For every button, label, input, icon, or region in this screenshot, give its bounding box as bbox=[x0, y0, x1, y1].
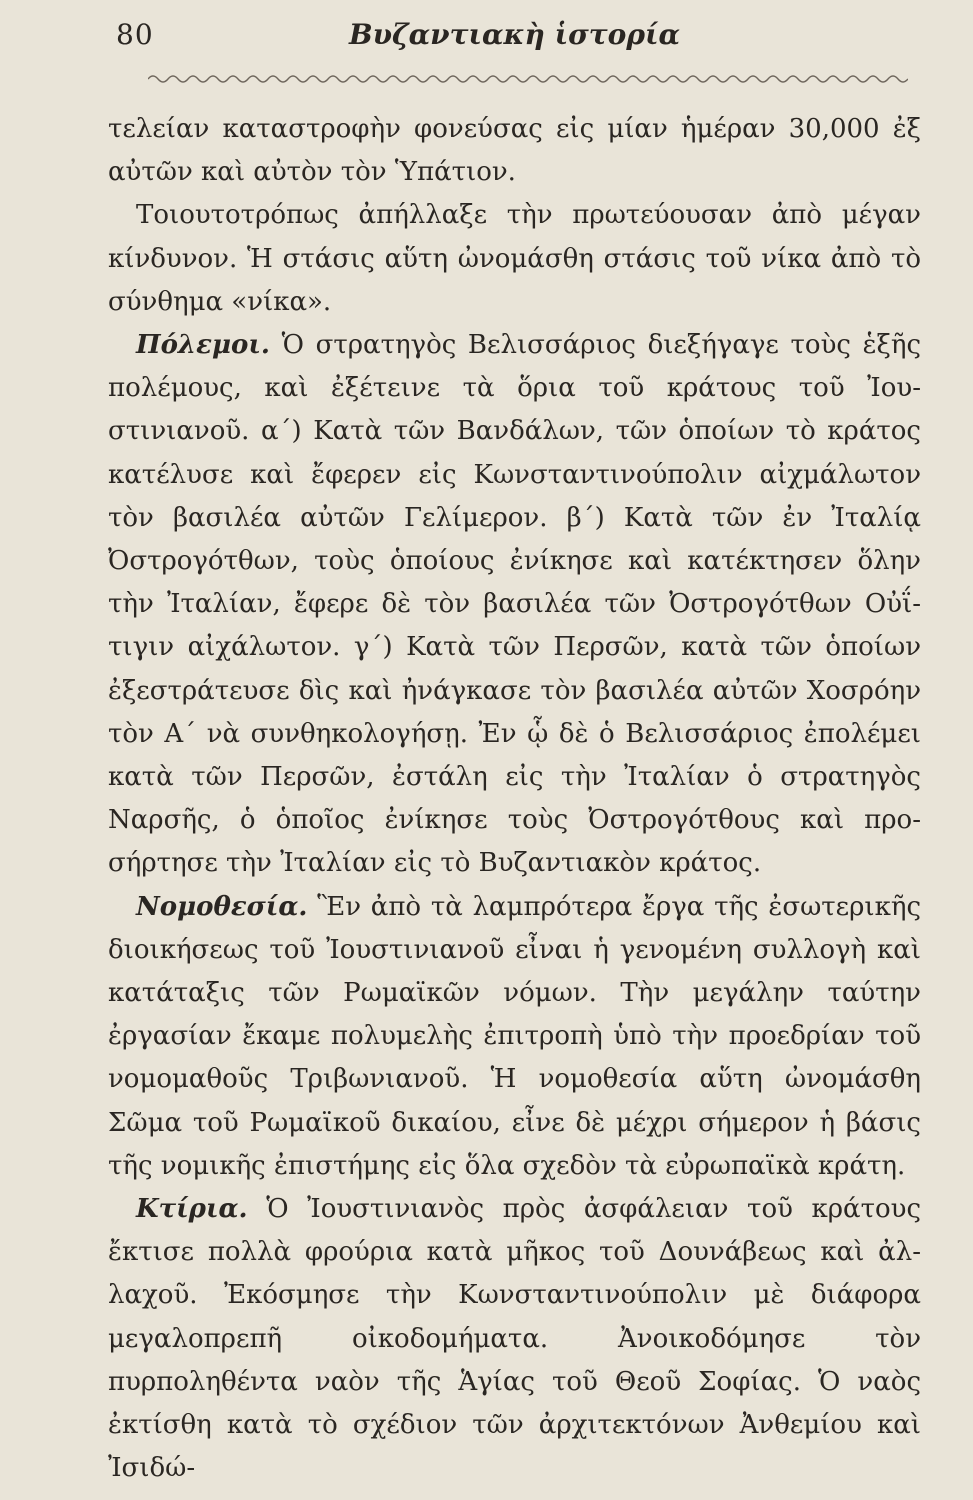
paragraph-text: Ὁ Ἰουστινιανὸς πρὸς ἀσφάλειαν τοῦ κράτους ἔκτισε πολλὰ φρούρια κατὰ μῆκος τοῦ Δουνάβεως καὶ ἀλλαχοῦ. Ἐκόσμησε τὴν Κωνσταντινούπολιν μὲ διάφορα μεγαλοπρεπῆ οἰκοδομήματα. Ἀνοικοδόμησε τὸν πυρποληθέντα ναὸν τῆς Ἁγίας τοῦ Θεοῦ Σοφίας. Ὁ ναὸς ἐκτίσθη κατὰ τὸ σχέδιον τῶν ἀρχιτεκτόνων Ἀνθεμίου καὶ Ἰσιδώ- bbox=[108, 1194, 922, 1484]
section-heading-wars: Πόλεμοι. bbox=[136, 330, 270, 361]
section-heading-buildings: Κτίρια. bbox=[136, 1194, 248, 1225]
paragraph-buildings bbox=[108, 1188, 921, 1490]
paragraph-liberation bbox=[108, 194, 921, 324]
body-text bbox=[108, 108, 921, 1491]
wavy-rule-ornament bbox=[148, 70, 908, 88]
running-title: Βυζαντιακὴ ἱστορία bbox=[348, 18, 681, 51]
section-heading-legislation: Νομοθεσία. bbox=[136, 891, 308, 922]
wavy-rule-icon bbox=[148, 70, 908, 88]
paragraph-text: τελείαν καταστροφὴν φονεύσας εἰς μίαν ἡμέραν 30,000 ἐξ αὐτῶν καὶ αὐτὸν τὸν Ὑπάτιον. bbox=[108, 114, 921, 188]
page-number: 80 bbox=[116, 18, 154, 51]
running-head bbox=[108, 18, 921, 62]
paragraph-wars bbox=[108, 324, 921, 886]
paragraph-text: Τοιουτοτρόπως ἀπήλλαξε τὴν πρωτεύουσαν ἀπὸ μέγαν κίνδυνον. Ἡ στάσις αὕτη ὠνομάσθη στάσις τοῦ νίκα ἀπὸ τὸ σύνθημα «νίκα». bbox=[108, 200, 921, 317]
paragraph-legislation bbox=[108, 886, 921, 1188]
paragraph-text: Ἓν ἀπὸ τὰ λαμπρότερα ἔργα τῆς ἐσωτερικῆς διοικήσεως τοῦ Ἰουστινιανοῦ εἶναι ἡ γενομένη συλλογὴ καὶ κατάταξις τῶν Ρωμαϊκῶν νόμων. Τὴν μεγάλην ταύτην ἐργασίαν ἔκαμε πολυμελὴς ἐπιτροπὴ ὑπὸ τὴν προεδρίαν τοῦ νομομαθοῦς Τριβωνιανοῦ. Ἡ νομοθεσία αὕτη ὠνομάσθη Σῶμα τοῦ Ρωμαϊκοῦ δικαίου, εἶνε δὲ μέχρι σήμερον ἡ βάσις τῆς νομικῆς ἐπιστήμης εἰς ὅλα σχεδὸν τὰ εὐρωπαϊκὰ κράτη. bbox=[108, 891, 922, 1181]
paragraph-continuation bbox=[108, 108, 921, 194]
paragraph-text: Ὁ στρατηγὸς Βελισσάριος διεξήγαγε τοὺς ἑξῆς πολέμους, καὶ ἐξέτεινε τὰ ὅρια τοῦ κράτους τοῦ Ἰουστινιανοῦ. α΄) Κατὰ τῶν Βανδάλων, τῶν ὁποίων τὸ κράτος κατέλυσε καὶ ἔφερεν εἰς Κωνσταντινούπολιν αἰχμάλωτον τὸν βασιλέα αὐτῶν Γελίμερον. β΄) Κατὰ τῶν ἐν Ἰταλίᾳ Ὀστρογότθων, τοὺς ὁποίους ἐνίκησε καὶ κατέκτησεν ὅλην τὴν Ἰταλίαν, ἔφερε δὲ τὸν βασιλέα τῶν Ὀστρογότθων Οὐΐτιγιν αἰχάλωτον. γ΄) Κατὰ τῶν Περσῶν, κατὰ τῶν ὁποίων ἐξεστράτευσε δὶς καὶ ἠνάγκασε τὸν βασιλέα αὐτῶν Χοσρόην τὸν Α΄ νὰ συνθηκολογήσῃ. Ἐν ᾧ δὲ ὁ Βελισσάριος ἐπολέμει κατὰ τῶν Περσῶν, ἐστάλη εἰς τὴν Ἰταλίαν ὁ στρατηγὸς Ναρσῆς, ὁ ὁποῖος ἐνίκησε τοὺς Ὀστρογότθους καὶ προσήρτησε τὴν Ἰταλίαν εἰς τὸ Βυζαντιακὸν κράτος. bbox=[108, 330, 921, 879]
